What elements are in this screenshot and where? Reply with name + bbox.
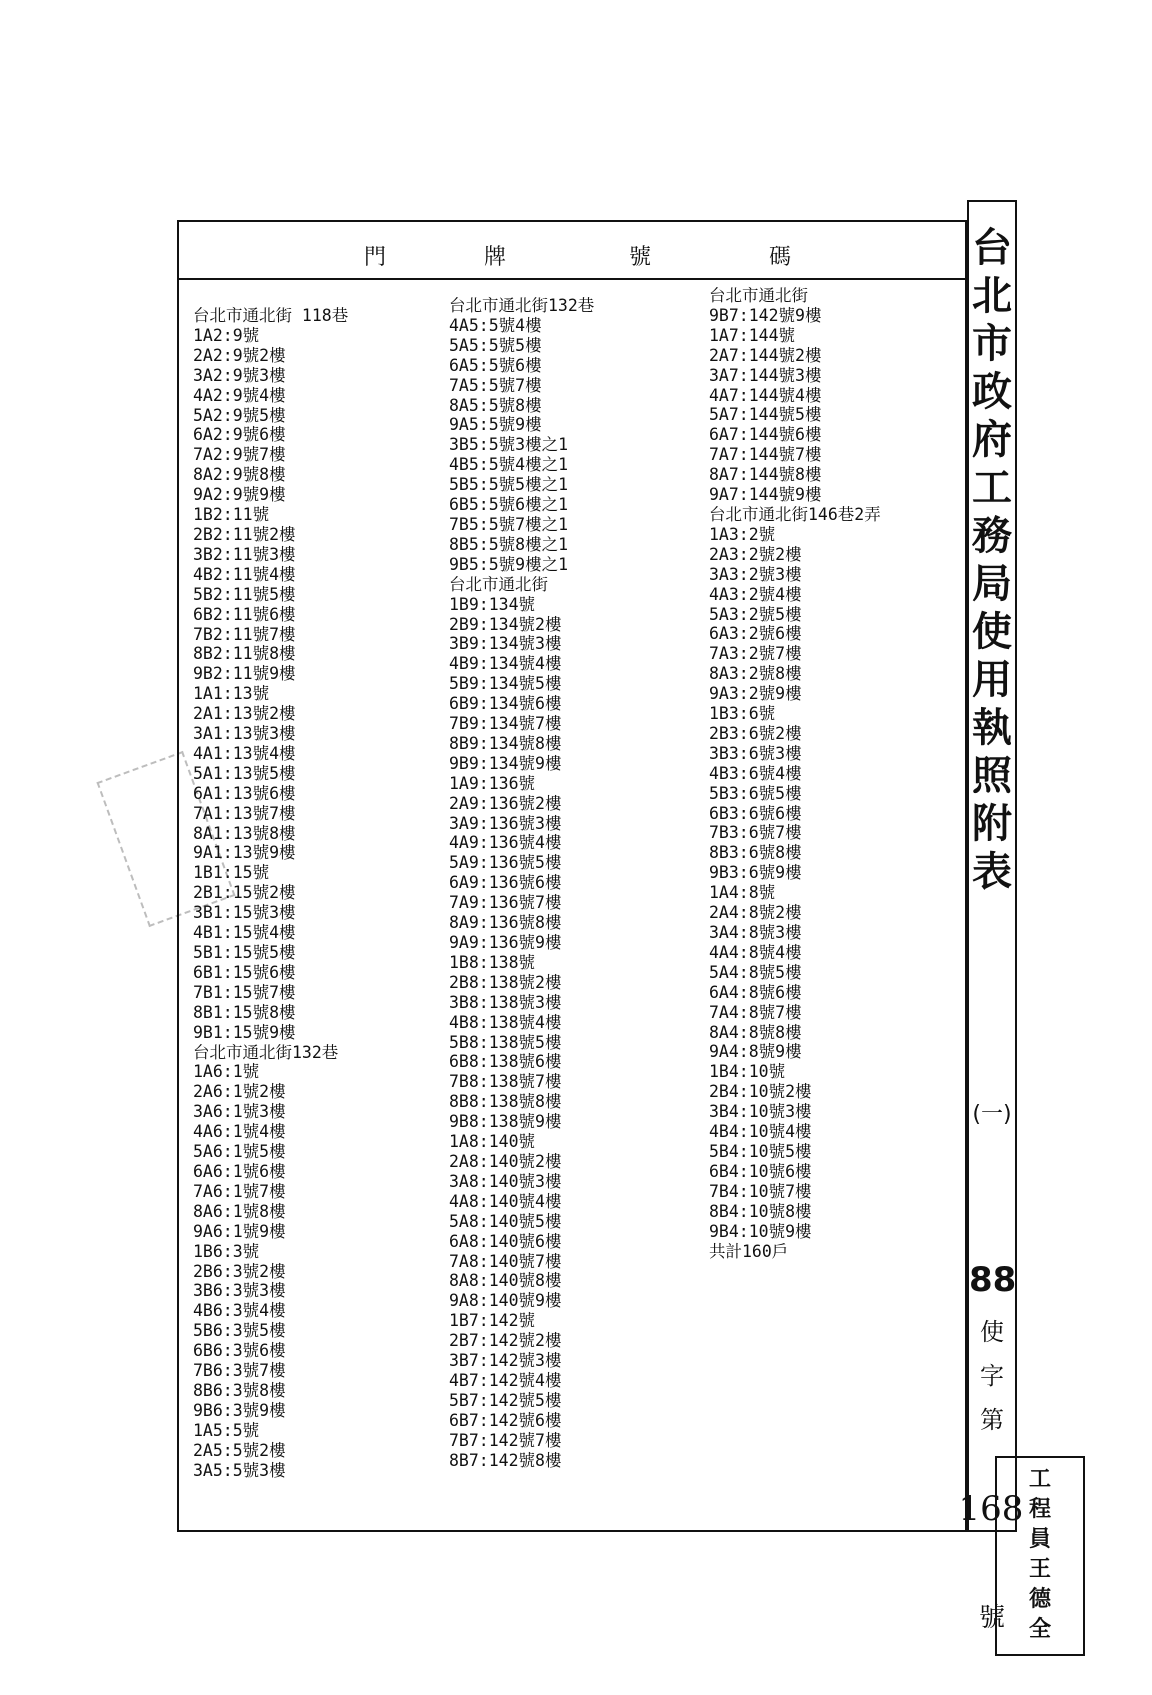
permit-char: 第 <box>980 1406 1004 1434</box>
address-entry: 5A9:136號5樓 <box>449 853 562 873</box>
address-entry: 台北市通北街 <box>449 574 548 594</box>
address-table <box>177 220 967 1532</box>
address-entry: 7A9:136號7樓 <box>449 893 562 913</box>
title-char: 府 <box>972 416 1012 463</box>
address-entry: 3A5:5號3樓 <box>193 1460 286 1480</box>
address-entry: 6A5:5號6樓 <box>449 355 542 375</box>
address-entry: 9A2:9號9樓 <box>193 485 286 505</box>
address-entry: 台北市通北街146巷2弄 <box>709 504 881 524</box>
address-entry: 2A3:2號2樓 <box>709 544 802 564</box>
title-char: 附 <box>972 800 1012 847</box>
address-entry: 4B9:134號4樓 <box>449 654 562 674</box>
address-entry: 1A8:140號 <box>449 1132 536 1152</box>
address-entry: 9B1:15號9樓 <box>193 1022 296 1042</box>
address-entry: 9A9:136號9樓 <box>449 933 562 952</box>
address-entry: 5A8:140號5樓 <box>449 1211 562 1231</box>
title-char: 北 <box>972 272 1012 319</box>
address-entry: 3A9:136號3樓 <box>449 813 562 833</box>
title-char: 台 <box>972 224 1012 271</box>
address-entry: 4A4:8號4樓 <box>709 942 802 962</box>
address-entry: 9B3:6號9樓 <box>709 863 802 883</box>
address-entry: 5A5:5號5樓 <box>449 335 542 355</box>
address-entry: 5B1:15號5樓 <box>193 943 296 962</box>
address-entry: 3A8:140號3樓 <box>449 1171 562 1191</box>
engineer-stamp-text <box>997 1464 1083 1644</box>
address-entry: 7B3:6號7樓 <box>709 823 802 843</box>
address-entry: 9B5:5號9樓之1 <box>449 554 569 574</box>
title-char: 使 <box>972 608 1012 655</box>
address-entry: 8B6:3號8樓 <box>193 1380 286 1400</box>
address-entry: 1A5:5號 <box>193 1420 260 1440</box>
address-entry: 7A3:2號7樓 <box>709 644 802 664</box>
address-entry: 9A7:144號9樓 <box>709 485 822 505</box>
address-entry: 9B4:10號9樓 <box>709 1221 812 1241</box>
address-entry: 共計160戶 <box>709 1241 789 1261</box>
address-entry: 7B4:10號7樓 <box>709 1181 812 1201</box>
engineer-stamp <box>995 1456 1085 1656</box>
address-entry: 4B5:5號4樓之1 <box>449 455 569 475</box>
address-entry: 5B5:5號5樓之1 <box>449 475 569 495</box>
address-entry: 1A3:2號 <box>709 524 776 544</box>
address-entry: 3B9:134號3樓 <box>449 634 562 654</box>
address-entry: 8B4:10號8樓 <box>709 1201 812 1221</box>
document-subtitle: (一) <box>972 1102 1012 1127</box>
address-entry: 8A7:144號8樓 <box>709 465 822 485</box>
title-char: 務 <box>972 512 1012 559</box>
address-entry: 2A4:8號2樓 <box>709 903 802 923</box>
address-entry: 5A3:2號5樓 <box>709 604 802 624</box>
address-entry: 5B7:142號5樓 <box>449 1390 562 1410</box>
address-entry: 2A6:1號2樓 <box>193 1082 286 1102</box>
address-entry: 7A2:9號7樓 <box>193 445 286 465</box>
address-entry: 1A9:136號 <box>449 773 536 793</box>
address-entry: 2B4:10號2樓 <box>709 1082 812 1102</box>
address-entry: 4A9:136號4樓 <box>449 833 562 853</box>
address-entry: 6A7:144號6樓 <box>709 425 822 445</box>
address-entry: 6B9:134號6樓 <box>449 694 562 714</box>
address-entry: 8A3:2號8樓 <box>709 664 802 684</box>
address-entry: 5A7:144號5樓 <box>709 405 822 425</box>
address-entry: 8A9:136號8樓 <box>449 913 562 933</box>
address-entry: 5B4:10號5樓 <box>709 1141 812 1161</box>
address-entry: 7B7:142號7樓 <box>449 1430 562 1450</box>
title-char: 局 <box>972 560 1012 607</box>
permit-suffix: 號 <box>978 1603 1005 1633</box>
address-entry: 4A3:2號4樓 <box>709 584 802 604</box>
stamp-char: 員 <box>1028 1526 1051 1552</box>
stamp-char: 程 <box>1028 1496 1051 1522</box>
address-entry: 6B8:138號6樓 <box>449 1052 562 1072</box>
address-entry: 8B1:15號8樓 <box>193 1002 296 1022</box>
table-header <box>179 222 965 280</box>
address-entry: 7A8:140號7樓 <box>449 1251 562 1271</box>
address-entry: 6B4:10號6樓 <box>709 1161 812 1181</box>
address-entry: 3A3:2號3樓 <box>709 564 802 584</box>
address-entry: 5A1:13號5樓 <box>193 763 296 783</box>
address-entry: 5A6:1號5樓 <box>193 1142 286 1162</box>
address-entry: 7B6:3號7樓 <box>193 1361 286 1381</box>
title-char: 用 <box>972 656 1012 703</box>
address-entry: 3A1:13號3樓 <box>193 724 296 744</box>
address-entry: 5A2:9號5樓 <box>193 405 286 425</box>
address-entry: 7B9:134號7樓 <box>449 714 562 734</box>
address-entry: 3B4:10號3樓 <box>709 1102 812 1122</box>
address-entry: 4B7:142號4樓 <box>449 1370 562 1390</box>
address-entry: 3B5:5號3樓之1 <box>449 435 569 455</box>
address-entry: 8B9:134號8樓 <box>449 733 562 753</box>
address-entry: 2B2:11號2樓 <box>193 524 296 544</box>
address-entry: 5A4:8號5樓 <box>709 962 802 982</box>
header-char-1: 門 <box>364 245 387 270</box>
address-entry: 1A6:1號 <box>193 1062 260 1082</box>
address-entry: 2A2:9號2樓 <box>193 345 286 365</box>
side-title-column <box>958 200 1024 1633</box>
stamp-char: 德 <box>1028 1586 1051 1612</box>
address-entry: 6B1:15號6樓 <box>193 962 296 982</box>
address-entry: 9B8:138號9樓 <box>449 1112 562 1132</box>
address-entry: 9A5:5號9樓 <box>449 415 542 435</box>
title-char: 執 <box>972 704 1012 751</box>
address-entry: 1B2:11號 <box>193 505 270 525</box>
address-entry: 1A2:9號 <box>193 325 260 345</box>
address-entry: 9A6:1號9樓 <box>193 1221 286 1241</box>
address-entry: 1B4:10號 <box>709 1062 786 1082</box>
address-entry: 1A4:8號 <box>709 883 776 903</box>
permit-year: 88 <box>969 1260 1017 1300</box>
address-entry: 3A2:9號3樓 <box>193 365 286 385</box>
address-entry: 台北市通北街132巷 <box>193 1042 339 1062</box>
address-entry: 6A2:9號6樓 <box>193 425 286 445</box>
address-entry: 7A1:13號7樓 <box>193 803 296 823</box>
address-entry: 6A6:1號6樓 <box>193 1161 286 1181</box>
address-entry: 台北市通北街 <box>709 286 808 305</box>
address-entry: 1B1:15號 <box>193 863 270 883</box>
address-entry: 4A5:5號4樓 <box>449 315 542 335</box>
address-entry: 8B7:142號8樓 <box>449 1450 562 1470</box>
address-entry: 8A8:140號8樓 <box>449 1271 562 1291</box>
address-entry: 7B8:138號7樓 <box>449 1072 562 1092</box>
address-entry: 6A8:140號6樓 <box>449 1231 562 1251</box>
address-entry: 台北市通北街132巷 <box>449 296 595 315</box>
address-entry: 2B8:138號2樓 <box>449 972 562 992</box>
address-entry: 7B5:5號7樓之1 <box>449 514 569 534</box>
address-entry: 2B9:134號2樓 <box>449 614 562 634</box>
address-entry: 3B2:11號3樓 <box>193 544 296 564</box>
address-entry: 8B2:11號8樓 <box>193 644 296 664</box>
address-entry: 4A6:1號4樓 <box>193 1122 286 1142</box>
address-entry: 5B2:11號5樓 <box>193 584 296 604</box>
address-entry: 5B6:3號5樓 <box>193 1321 286 1341</box>
address-entry: 7B2:11號7樓 <box>193 624 296 644</box>
address-entry: 4B8:138號4樓 <box>449 1012 562 1032</box>
title-char: 政 <box>972 368 1012 415</box>
address-entry: 7A5:5號7樓 <box>449 375 542 395</box>
address-entry: 3A7:144號3樓 <box>709 365 822 385</box>
stamp-char: 工 <box>1028 1466 1051 1492</box>
address-entry: 2B1:15號2樓 <box>193 883 296 903</box>
permit-number: 168 <box>958 1489 1024 1529</box>
address-entry: 6B3:6號6樓 <box>709 803 802 823</box>
address-entry: 8A5:5號8樓 <box>449 395 542 415</box>
address-entry: 1B3:6號 <box>709 704 776 724</box>
address-entry: 5B3:6號5樓 <box>709 783 802 803</box>
address-entry: 8A2:9號8樓 <box>193 465 286 485</box>
address-entry: 3B3:6號3樓 <box>709 743 802 763</box>
address-entry: 1B7:142號 <box>449 1311 536 1331</box>
address-entry: 5B9:134號5樓 <box>449 674 562 694</box>
address-entry: 4A1:13號4樓 <box>193 743 296 763</box>
address-entry: 7B1:15號7樓 <box>193 982 296 1002</box>
address-column-3 <box>709 286 881 1261</box>
address-entry: 8B3:6號8樓 <box>709 843 802 863</box>
address-entry: 9A4:8號9樓 <box>709 1042 802 1062</box>
document-title <box>969 224 1015 896</box>
address-entry: 2B7:142號2樓 <box>449 1331 562 1351</box>
address-entry: 1B9:134號 <box>449 594 536 614</box>
address-entry: 4A8:140號4樓 <box>449 1191 562 1211</box>
address-entry: 8A4:8號8樓 <box>709 1022 802 1042</box>
address-entry: 6A1:13號6樓 <box>193 783 296 803</box>
address-entry: 2A8:140號2樓 <box>449 1151 562 1171</box>
address-entry: 2A1:13號2樓 <box>193 704 296 724</box>
address-entry: 7A4:8號7樓 <box>709 1002 802 1022</box>
address-entry: 1A7:144號 <box>709 325 796 345</box>
address-entry: 1B6:3號 <box>193 1241 260 1261</box>
address-entry: 4B6:3號4樓 <box>193 1301 286 1321</box>
address-entry: 4B4:10號4樓 <box>709 1122 812 1142</box>
address-entry: 2A7:144號2樓 <box>709 345 822 365</box>
address-entry: 4B1:15號4樓 <box>193 923 296 943</box>
address-entry: 7A7:144號7樓 <box>709 445 822 465</box>
stamp-char: 王 <box>1028 1556 1051 1582</box>
permit-char: 字 <box>980 1362 1004 1390</box>
address-entry: 3B6:3號3樓 <box>193 1281 286 1301</box>
address-entry: 6A4:8號6樓 <box>709 982 802 1002</box>
address-entry: 6B2:11號6樓 <box>193 604 296 624</box>
address-column-2 <box>449 296 594 1470</box>
address-entry: 8A6:1號8樓 <box>193 1201 286 1221</box>
address-entry: 9A8:140號9樓 <box>449 1291 562 1311</box>
address-entry: 3B7:142號3樓 <box>449 1351 562 1371</box>
address-entry: 4A7:144號4樓 <box>709 385 822 405</box>
address-entry: 9A3:2號9樓 <box>709 684 802 704</box>
address-entry: 3B1:15號3樓 <box>193 903 296 923</box>
address-entry: 9B6:3號9樓 <box>193 1400 286 1420</box>
address-entry: 2B6:3號2樓 <box>193 1261 286 1281</box>
address-entry: 4B2:11號4樓 <box>193 564 296 584</box>
address-entry: 台北市通北街 118巷 <box>193 306 349 325</box>
permit-label <box>969 1310 1015 1442</box>
address-entry: 9B7:142號9樓 <box>709 305 822 325</box>
address-entry: 4B3:6號4樓 <box>709 763 802 783</box>
address-entry: 6A9:136號6樓 <box>449 873 562 893</box>
address-entry: 6B7:142號6樓 <box>449 1410 562 1430</box>
header-char-4: 碼 <box>769 245 792 270</box>
title-char: 市 <box>972 320 1012 367</box>
address-entry: 9B9:134號9樓 <box>449 753 562 773</box>
address-entry: 7A6:1號7樓 <box>193 1181 286 1201</box>
header-char-3: 號 <box>629 245 652 270</box>
stamp-char: 全 <box>1028 1616 1051 1642</box>
address-entry: 8B8:138號8樓 <box>449 1092 562 1112</box>
address-entry: 2A9:136號2樓 <box>449 793 562 813</box>
address-entry: 3A4:8號3樓 <box>709 923 802 942</box>
address-entry: 6B5:5號6樓之1 <box>449 495 569 515</box>
permit-char: 使 <box>980 1318 1004 1346</box>
address-entry: 1B8:138號 <box>449 952 536 972</box>
address-entry: 3A6:1號3樓 <box>193 1102 286 1122</box>
title-char: 照 <box>972 752 1012 799</box>
address-entry: 8B5:5號8樓之1 <box>449 534 569 554</box>
address-entry: 3B8:138號3樓 <box>449 992 562 1012</box>
address-entry: 5B8:138號5樓 <box>449 1032 562 1052</box>
address-entry: 9B2:11號9樓 <box>193 664 296 684</box>
address-entry: 4A2:9號4樓 <box>193 385 286 405</box>
address-entry: 8A1:13號8樓 <box>193 823 296 843</box>
address-column-1 <box>193 306 348 1480</box>
title-char: 表 <box>972 848 1012 895</box>
address-entry: 1A1:13號 <box>193 684 270 704</box>
address-entry: 9A1:13號9樓 <box>193 843 296 863</box>
address-entry: 2B3:6號2樓 <box>709 723 802 743</box>
address-entry: 2A5:5號2樓 <box>193 1440 286 1460</box>
address-entry: 6A3:2號6樓 <box>709 624 802 644</box>
title-char: 工 <box>972 464 1012 511</box>
header-char-2: 牌 <box>484 245 507 270</box>
address-entry: 6B6:3號6樓 <box>193 1341 286 1361</box>
